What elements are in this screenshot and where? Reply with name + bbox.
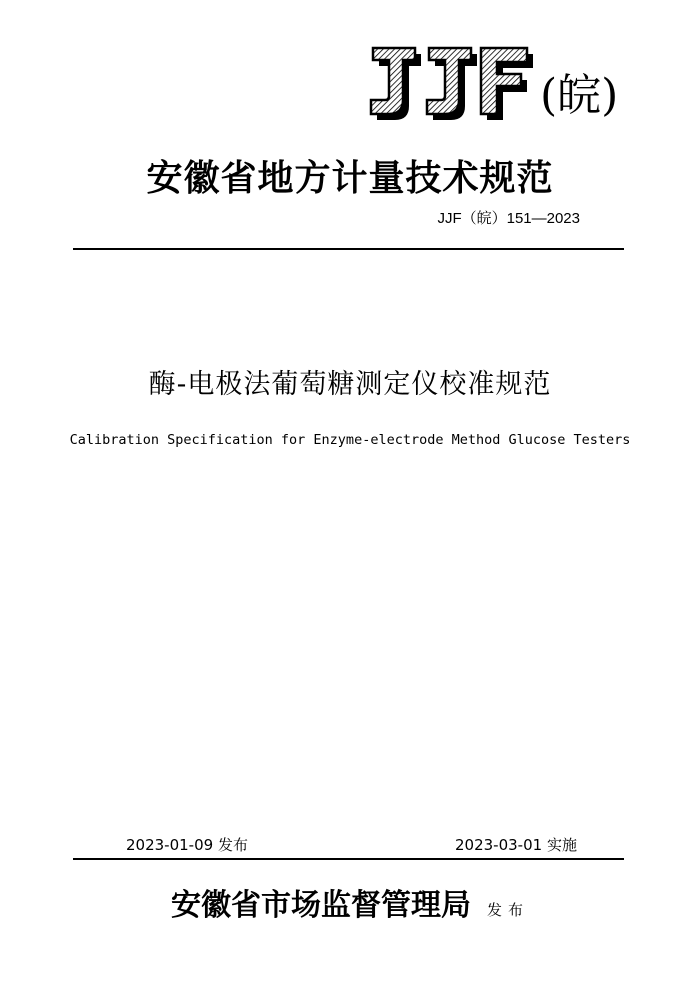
logo-suffix: (皖) (540, 70, 619, 121)
jjf-logo-icon (365, 44, 540, 124)
issuer-block (0, 880, 700, 924)
implementation-date: 2023-03-01 实施 (455, 836, 577, 854)
chinese-title: 酶-电极法葡萄糖测定仪校准规范 (148, 369, 552, 400)
english-title: Calibration Specification for Enzyme-electrode Method Glucose Testers (69, 432, 631, 448)
issue-label: 发布 (486, 901, 529, 919)
document-number: JJF（皖）151—2023 (437, 210, 580, 227)
bottom-divider (73, 858, 624, 860)
top-divider (73, 248, 624, 250)
publish-date: 2023-01-09 发布 (126, 836, 248, 854)
issuer-name: 安徽省市场监督管理局 (170, 888, 471, 923)
series-title: 安徽省地方计量技术规范 (146, 157, 554, 199)
